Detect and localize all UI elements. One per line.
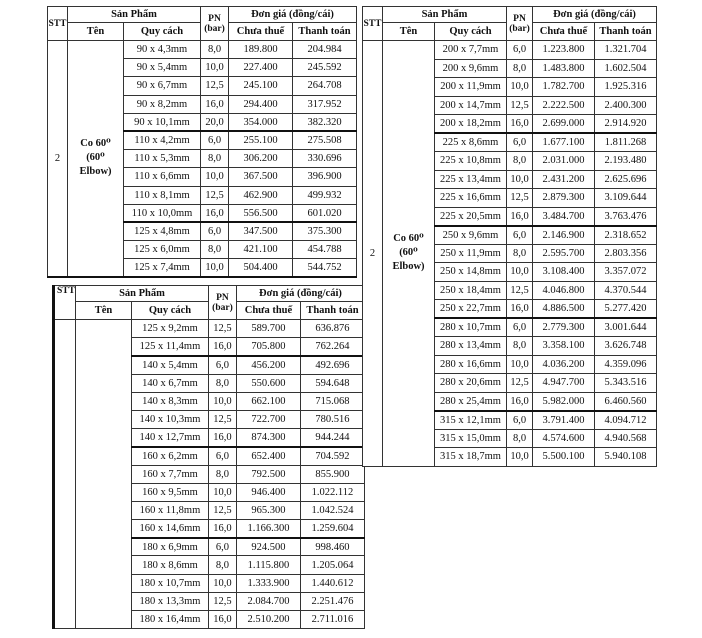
pn-cell: 16,0 [208, 611, 236, 629]
pn-cell: 10,0 [208, 392, 236, 410]
table-2-body [54, 320, 365, 629]
pre-tax-cell: 2.879.300 [533, 189, 595, 208]
total-cell: 544.752 [293, 259, 357, 277]
price-table-1 [47, 6, 357, 278]
pre-tax-cell: 1.115.800 [236, 556, 300, 574]
total-cell: 275.508 [293, 131, 357, 149]
product-name-line: Elbow) [392, 261, 425, 273]
pre-tax-cell: 347.500 [229, 222, 293, 240]
pn-cell: 10,0 [201, 168, 229, 186]
pre-tax-cell: 2.510.200 [236, 611, 300, 629]
pre-tax-cell: 2.222.500 [533, 96, 595, 115]
pre-tax-cell: 722.700 [236, 410, 300, 428]
price-header: Đơn giá (đồng/cái) [236, 286, 364, 302]
pn-cell: 10,0 [201, 259, 229, 277]
total-cell: 3.001.644 [595, 318, 657, 337]
pn-cell: 10,0 [208, 483, 236, 501]
pn-cell: 16,0 [201, 95, 229, 113]
name-header: Tên [75, 302, 131, 320]
total-cell: 944.244 [300, 429, 364, 447]
total-cell: 396.900 [293, 168, 357, 186]
spec-cell: 315 x 15,0mm [435, 429, 507, 448]
total-cell: 1.042.524 [300, 501, 364, 519]
pre-tax-cell: 2.595.700 [533, 244, 595, 263]
table-row [54, 320, 365, 338]
pre-tax-cell: 965.300 [236, 501, 300, 519]
pn-cell: 16,0 [507, 115, 533, 134]
stt-cell: 2 [48, 41, 68, 277]
pn-label: PN [513, 13, 526, 24]
total-cell: 1.602.504 [595, 59, 657, 78]
pn-cell: 16,0 [208, 429, 236, 447]
pre-tax-cell: 354.000 [229, 113, 293, 131]
total-cell: 594.648 [300, 374, 364, 392]
pn-cell: 8,0 [507, 59, 533, 78]
spec-cell: 315 x 18,7mm [435, 448, 507, 467]
pre-tax-cell: 705.800 [236, 338, 300, 356]
total-cell: 454.788 [293, 241, 357, 259]
spec-cell: 90 x 5,4mm [124, 59, 201, 77]
pn-cell: 8,0 [208, 465, 236, 483]
stt-cell: 2 [363, 41, 383, 467]
spec-cell: 140 x 5,4mm [131, 356, 208, 374]
pre-tax-cell: 2.699.000 [533, 115, 595, 134]
spec-cell: 180 x 8,6mm [131, 556, 208, 574]
pn-cell: 12,5 [507, 189, 533, 208]
spec-cell: 90 x 6,7mm [124, 77, 201, 95]
pn-cell: 8,0 [208, 556, 236, 574]
pre-tax-cell: 227.400 [229, 59, 293, 77]
spec-cell: 160 x 9,5mm [131, 483, 208, 501]
pn-cell: 10,0 [507, 263, 533, 282]
product-header: Sản Phẩm [68, 7, 201, 23]
spec-cell: 315 x 12,1mm [435, 411, 507, 430]
total-cell: 855.900 [300, 465, 364, 483]
pre-tax-cell: 2.779.300 [533, 318, 595, 337]
total-cell: 2.400.300 [595, 96, 657, 115]
product-header: Sản Phẩm [75, 286, 208, 302]
total-cell: 2.318.652 [595, 226, 657, 245]
total-header: Thanh toán [300, 302, 364, 320]
total-cell: 2.803.356 [595, 244, 657, 263]
spec-cell: 250 x 14,8mm [435, 263, 507, 282]
pre-tax-header: Chưa thuế [533, 23, 595, 41]
pre-tax-cell: 2.431.200 [533, 170, 595, 189]
spec-cell: 110 x 6,6mm [124, 168, 201, 186]
pn-cell: 10,0 [201, 59, 229, 77]
price-header: Đơn giá (đồng/cái) [229, 7, 357, 23]
total-cell: 264.708 [293, 77, 357, 95]
pre-tax-cell: 1.333.900 [236, 574, 300, 592]
pn-cell: 8,0 [507, 152, 533, 171]
pre-tax-cell: 4.574.600 [533, 429, 595, 448]
product-name-line: Co 60⁰ [393, 233, 424, 245]
pn-cell: 6,0 [208, 356, 236, 374]
spec-cell: 125 x 7,4mm [124, 259, 201, 277]
total-cell: 3.357.072 [595, 263, 657, 282]
spec-cell: 160 x 14,6mm [131, 520, 208, 538]
spec-cell: 200 x 18,2mm [435, 115, 507, 134]
pre-tax-cell: 189.800 [229, 41, 293, 59]
pre-tax-cell: 4.886.500 [533, 300, 595, 319]
spec-header: Quy cách [131, 302, 208, 320]
price-table-3 [362, 6, 657, 467]
product-name-line: (60⁰ [86, 152, 105, 164]
spec-cell: 90 x 10,1mm [124, 113, 201, 131]
pn-cell: 6,0 [208, 447, 236, 465]
spec-cell: 250 x 18,4mm [435, 281, 507, 300]
table-1-body [48, 41, 357, 277]
spec-cell: 180 x 6,9mm [131, 538, 208, 556]
pn-cell: 8,0 [507, 337, 533, 356]
total-cell: 330.696 [293, 150, 357, 168]
pre-tax-cell: 367.500 [229, 168, 293, 186]
stt-cell [54, 320, 76, 629]
pre-tax-cell: 792.500 [236, 465, 300, 483]
spec-cell: 180 x 16,4mm [131, 611, 208, 629]
total-cell: 715.068 [300, 392, 364, 410]
product-name-line: (60⁰ [399, 247, 418, 259]
spec-cell: 125 x 11,4mm [131, 338, 208, 356]
total-cell: 5.343.516 [595, 374, 657, 393]
pn-cell: 8,0 [201, 41, 229, 59]
pn-cell: 6,0 [507, 41, 533, 60]
spec-cell: 90 x 8,2mm [124, 95, 201, 113]
pre-tax-cell: 3.358.100 [533, 337, 595, 356]
pre-tax-cell: 3.484.700 [533, 207, 595, 226]
spec-cell: 250 x 11,9mm [435, 244, 507, 263]
pn-label: PN [216, 292, 229, 303]
pn-cell: 12,5 [201, 77, 229, 95]
pn-unit: (bar) [212, 302, 233, 313]
pre-tax-cell: 1.483.800 [533, 59, 595, 78]
total-cell: 4.370.544 [595, 281, 657, 300]
stt-header: STT [363, 7, 383, 41]
pn-cell: 8,0 [208, 374, 236, 392]
pre-tax-cell: 421.100 [229, 241, 293, 259]
pre-tax-cell: 1.782.700 [533, 78, 595, 97]
stt-header: STT [48, 7, 68, 41]
spec-cell: 280 x 25,4mm [435, 392, 507, 411]
total-cell: 317.952 [293, 95, 357, 113]
pre-tax-cell: 3.108.400 [533, 263, 595, 282]
pn-unit: (bar) [509, 23, 530, 34]
pn-cell: 12,5 [507, 281, 533, 300]
pn-cell: 6,0 [201, 222, 229, 240]
total-cell: 704.592 [300, 447, 364, 465]
pre-tax-cell: 874.300 [236, 429, 300, 447]
total-cell: 3.626.748 [595, 337, 657, 356]
pn-cell: 12,5 [208, 410, 236, 428]
pn-cell: 16,0 [208, 520, 236, 538]
pn-cell: 6,0 [208, 538, 236, 556]
pn-unit: (bar) [204, 23, 225, 34]
stt-header: STT [54, 286, 76, 320]
pn-cell: 6,0 [507, 226, 533, 245]
product-name-cell [68, 41, 124, 277]
total-cell: 780.516 [300, 410, 364, 428]
pre-tax-cell: 946.400 [236, 483, 300, 501]
product-name-line: Elbow) [79, 166, 112, 178]
spec-cell: 280 x 13,4mm [435, 337, 507, 356]
total-header: Thanh toán [595, 23, 657, 41]
pn-cell: 8,0 [507, 429, 533, 448]
spec-cell: 180 x 13,3mm [131, 592, 208, 610]
total-cell: 499.932 [293, 186, 357, 204]
spec-cell: 140 x 12,7mm [131, 429, 208, 447]
pn-header [208, 286, 236, 320]
pn-cell: 12,5 [507, 374, 533, 393]
spec-cell: 200 x 11,9mm [435, 78, 507, 97]
pre-tax-header: Chưa thuế [229, 23, 293, 41]
pn-cell: 6,0 [507, 411, 533, 430]
total-cell: 1.022.112 [300, 483, 364, 501]
pre-tax-cell: 589.700 [236, 320, 300, 338]
name-header: Tên [383, 23, 435, 41]
pre-tax-cell: 550.600 [236, 374, 300, 392]
total-cell: 4.094.712 [595, 411, 657, 430]
pre-tax-cell: 924.500 [236, 538, 300, 556]
pn-cell: 12,5 [201, 186, 229, 204]
pre-tax-cell: 2.084.700 [236, 592, 300, 610]
spec-cell: 125 x 9,2mm [131, 320, 208, 338]
pre-tax-cell: 662.100 [236, 392, 300, 410]
total-cell: 998.460 [300, 538, 364, 556]
pre-tax-cell: 2.031.000 [533, 152, 595, 171]
pn-cell: 12,5 [507, 96, 533, 115]
spec-cell: 140 x 8,3mm [131, 392, 208, 410]
total-cell: 5.940.108 [595, 448, 657, 467]
total-cell: 2.251.476 [300, 592, 364, 610]
pre-tax-cell: 1.677.100 [533, 133, 595, 152]
table-row [48, 41, 357, 59]
spec-cell: 125 x 6,0mm [124, 241, 201, 259]
product-name-cell [75, 320, 131, 629]
spec-cell: 125 x 4,8mm [124, 222, 201, 240]
total-cell: 1.811.268 [595, 133, 657, 152]
pn-header [201, 7, 229, 41]
pre-tax-cell: 306.200 [229, 150, 293, 168]
pn-cell: 16,0 [507, 300, 533, 319]
pre-tax-cell: 652.400 [236, 447, 300, 465]
pn-cell: 16,0 [507, 392, 533, 411]
spec-header: Quy cách [435, 23, 507, 41]
spec-cell: 250 x 22,7mm [435, 300, 507, 319]
spec-cell: 140 x 6,7mm [131, 374, 208, 392]
spec-cell: 200 x 7,7mm [435, 41, 507, 60]
spec-cell: 160 x 7,7mm [131, 465, 208, 483]
spec-cell: 180 x 10,7mm [131, 574, 208, 592]
pn-cell: 16,0 [507, 207, 533, 226]
total-cell: 601.020 [293, 204, 357, 222]
pre-tax-cell: 4.046.800 [533, 281, 595, 300]
price-header: Đơn giá (đồng/cái) [533, 7, 657, 23]
pn-cell: 8,0 [507, 244, 533, 263]
pn-cell: 8,0 [201, 241, 229, 259]
pre-tax-cell: 245.100 [229, 77, 293, 95]
pre-tax-cell: 4.036.200 [533, 355, 595, 374]
pre-tax-cell: 5.982.000 [533, 392, 595, 411]
spec-cell: 280 x 10,7mm [435, 318, 507, 337]
pre-tax-cell: 255.100 [229, 131, 293, 149]
name-header: Tên [68, 23, 124, 41]
pn-cell: 12,5 [208, 592, 236, 610]
product-name-line: Co 60⁰ [80, 138, 111, 150]
pre-tax-cell: 1.166.300 [236, 520, 300, 538]
spec-cell: 280 x 20,6mm [435, 374, 507, 393]
price-table-2 [52, 285, 365, 629]
table-3-body [363, 41, 657, 467]
product-header: Sản Phẩm [383, 7, 507, 23]
pn-cell: 10,0 [208, 574, 236, 592]
pre-tax-cell: 2.146.900 [533, 226, 595, 245]
pre-tax-cell: 456.200 [236, 356, 300, 374]
total-cell: 204.984 [293, 41, 357, 59]
spec-cell: 225 x 16,6mm [435, 189, 507, 208]
spec-cell: 225 x 8,6mm [435, 133, 507, 152]
pre-tax-header: Chưa thuế [236, 302, 300, 320]
spec-cell: 90 x 4,3mm [124, 41, 201, 59]
pn-cell: 8,0 [201, 150, 229, 168]
pre-tax-cell: 556.500 [229, 204, 293, 222]
total-cell: 1.205.064 [300, 556, 364, 574]
pre-tax-cell: 294.400 [229, 95, 293, 113]
total-cell: 636.876 [300, 320, 364, 338]
pn-label: PN [208, 13, 221, 24]
total-cell: 1.925.316 [595, 78, 657, 97]
total-cell: 375.300 [293, 222, 357, 240]
product-name-cell [383, 41, 435, 467]
total-cell: 1.440.612 [300, 574, 364, 592]
pre-tax-cell: 3.791.400 [533, 411, 595, 430]
spec-cell: 140 x 10,3mm [131, 410, 208, 428]
spec-cell: 200 x 14,7mm [435, 96, 507, 115]
spec-cell: 110 x 8,1mm [124, 186, 201, 204]
spec-cell: 225 x 20,5mm [435, 207, 507, 226]
pre-tax-cell: 4.947.700 [533, 374, 595, 393]
total-cell: 2.914.920 [595, 115, 657, 134]
spec-cell: 225 x 10,8mm [435, 152, 507, 171]
pre-tax-cell: 504.400 [229, 259, 293, 277]
total-cell: 762.264 [300, 338, 364, 356]
pre-tax-cell: 1.223.800 [533, 41, 595, 60]
pn-cell: 6,0 [507, 318, 533, 337]
total-cell: 3.763.476 [595, 207, 657, 226]
total-cell: 5.277.420 [595, 300, 657, 319]
pn-cell: 12,5 [208, 501, 236, 519]
pn-cell: 10,0 [507, 448, 533, 467]
total-cell: 2.193.480 [595, 152, 657, 171]
spec-cell: 200 x 9,6mm [435, 59, 507, 78]
pn-cell: 16,0 [201, 204, 229, 222]
total-cell: 492.696 [300, 356, 364, 374]
pn-cell: 10,0 [507, 355, 533, 374]
total-cell: 4.359.096 [595, 355, 657, 374]
total-cell: 3.109.644 [595, 189, 657, 208]
pn-cell: 10,0 [507, 78, 533, 97]
pn-cell: 6,0 [507, 133, 533, 152]
spec-cell: 160 x 6,2mm [131, 447, 208, 465]
pn-cell: 6,0 [201, 131, 229, 149]
pre-tax-cell: 5.500.100 [533, 448, 595, 467]
total-cell: 382.320 [293, 113, 357, 131]
total-cell: 2.625.696 [595, 170, 657, 189]
total-cell: 4.940.568 [595, 429, 657, 448]
spec-cell: 280 x 16,6mm [435, 355, 507, 374]
spec-cell: 110 x 4,2mm [124, 131, 201, 149]
spec-cell: 110 x 10,0mm [124, 204, 201, 222]
total-cell: 2.711.016 [300, 611, 364, 629]
pn-cell: 20,0 [201, 113, 229, 131]
total-cell: 1.259.604 [300, 520, 364, 538]
table-row [363, 41, 657, 60]
total-cell: 245.592 [293, 59, 357, 77]
spec-cell: 110 x 5,3mm [124, 150, 201, 168]
pn-cell: 10,0 [507, 170, 533, 189]
pre-tax-cell: 462.900 [229, 186, 293, 204]
total-cell: 6.460.560 [595, 392, 657, 411]
total-header: Thanh toán [293, 23, 357, 41]
spec-cell: 250 x 9,6mm [435, 226, 507, 245]
spec-cell: 225 x 13,4mm [435, 170, 507, 189]
spec-header: Quy cách [124, 23, 201, 41]
pn-header [507, 7, 533, 41]
pn-cell: 16,0 [208, 338, 236, 356]
spec-cell: 160 x 11,8mm [131, 501, 208, 519]
pn-cell: 12,5 [208, 320, 236, 338]
total-cell: 1.321.704 [595, 41, 657, 60]
